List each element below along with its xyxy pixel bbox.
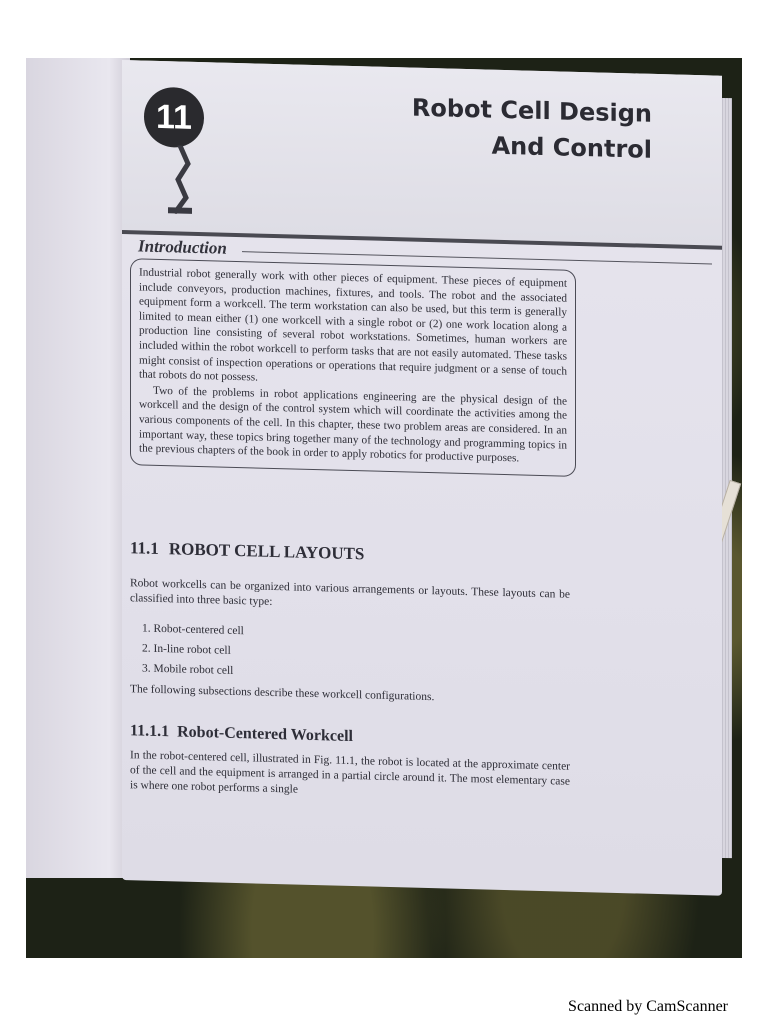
introduction-box xyxy=(130,258,576,476)
chapter-header xyxy=(122,60,722,250)
section-11-1-number: 11.1 xyxy=(130,538,159,558)
robot-arm-icon xyxy=(162,145,202,216)
left-page xyxy=(26,58,130,878)
introduction-heading: Introduction xyxy=(138,236,227,258)
chapter-title-line2: And Control xyxy=(491,131,652,164)
list-item: 3. Mobile robot cell xyxy=(142,662,234,677)
scanner-watermark: Scanned by CamScanner xyxy=(568,998,728,1015)
layout-type-list xyxy=(142,619,244,682)
scanned-photo xyxy=(26,58,742,958)
book-page xyxy=(122,60,722,896)
chapter-title-line1: Robot Cell Design xyxy=(411,93,652,128)
list-item: 1. Robot-centered cell xyxy=(142,622,244,638)
section-11-1-1-heading xyxy=(130,722,353,746)
section-11-1-closing: The following subsections describe these workcell configurations. xyxy=(130,683,435,704)
section-11-1-1-paragraph: In the robot-centered cell, illustrated in Fig. 11.1, the robot is located at the approximate center of the cell and the equipment is arranged in a partial circle around it. The most elementary case is where one robot performs a single xyxy=(130,749,570,796)
list-item: 2. In-line robot cell xyxy=(142,642,231,657)
section-11-1-1-title: Robot-Centered Workcell xyxy=(177,723,353,746)
section-11-1-paragraph: Robot workcells can be organized into various arrangements or layouts. These layouts can be classified into three basic type: xyxy=(130,577,570,608)
section-11-1-1-number: 11.1.1 xyxy=(130,722,170,741)
section-11-1-heading xyxy=(130,538,364,564)
chapter-title xyxy=(412,90,652,168)
introduction-paragraph-2: Two of the problems in robot applications engineering are the physical design of the workcell and the design of the control system which will coordinate the activities among the various components of the cell. In this chapter, these two problem areas are considered. In an important way, these topics bring together many of the technology and programming topics in the previous chapters of the book in order to apply robotics for productive purposes. xyxy=(139,384,567,465)
section-11-1-title: ROBOT CELL LAYOUTS xyxy=(168,539,365,564)
chapter-number-badge: 11 xyxy=(144,87,204,149)
introduction-paragraph-1: Industrial robot generally work with other pieces of equipment. These pieces of equipment include conveyors, production machines, fixtures, and tools. The robot and the associated equipment form a workcell. The term workstation can also be used, but this term is generally limited to mean either (1) one workcell with a single robot or (2) one work location along a production line consisting of several robot workstations. Sometimes, human workers are included within the robot workcell to perform tasks that are not easily automated. These tasks might consist of inspection operations or operations that require judgment or a sense of touch that robots do not possess. xyxy=(139,266,567,384)
